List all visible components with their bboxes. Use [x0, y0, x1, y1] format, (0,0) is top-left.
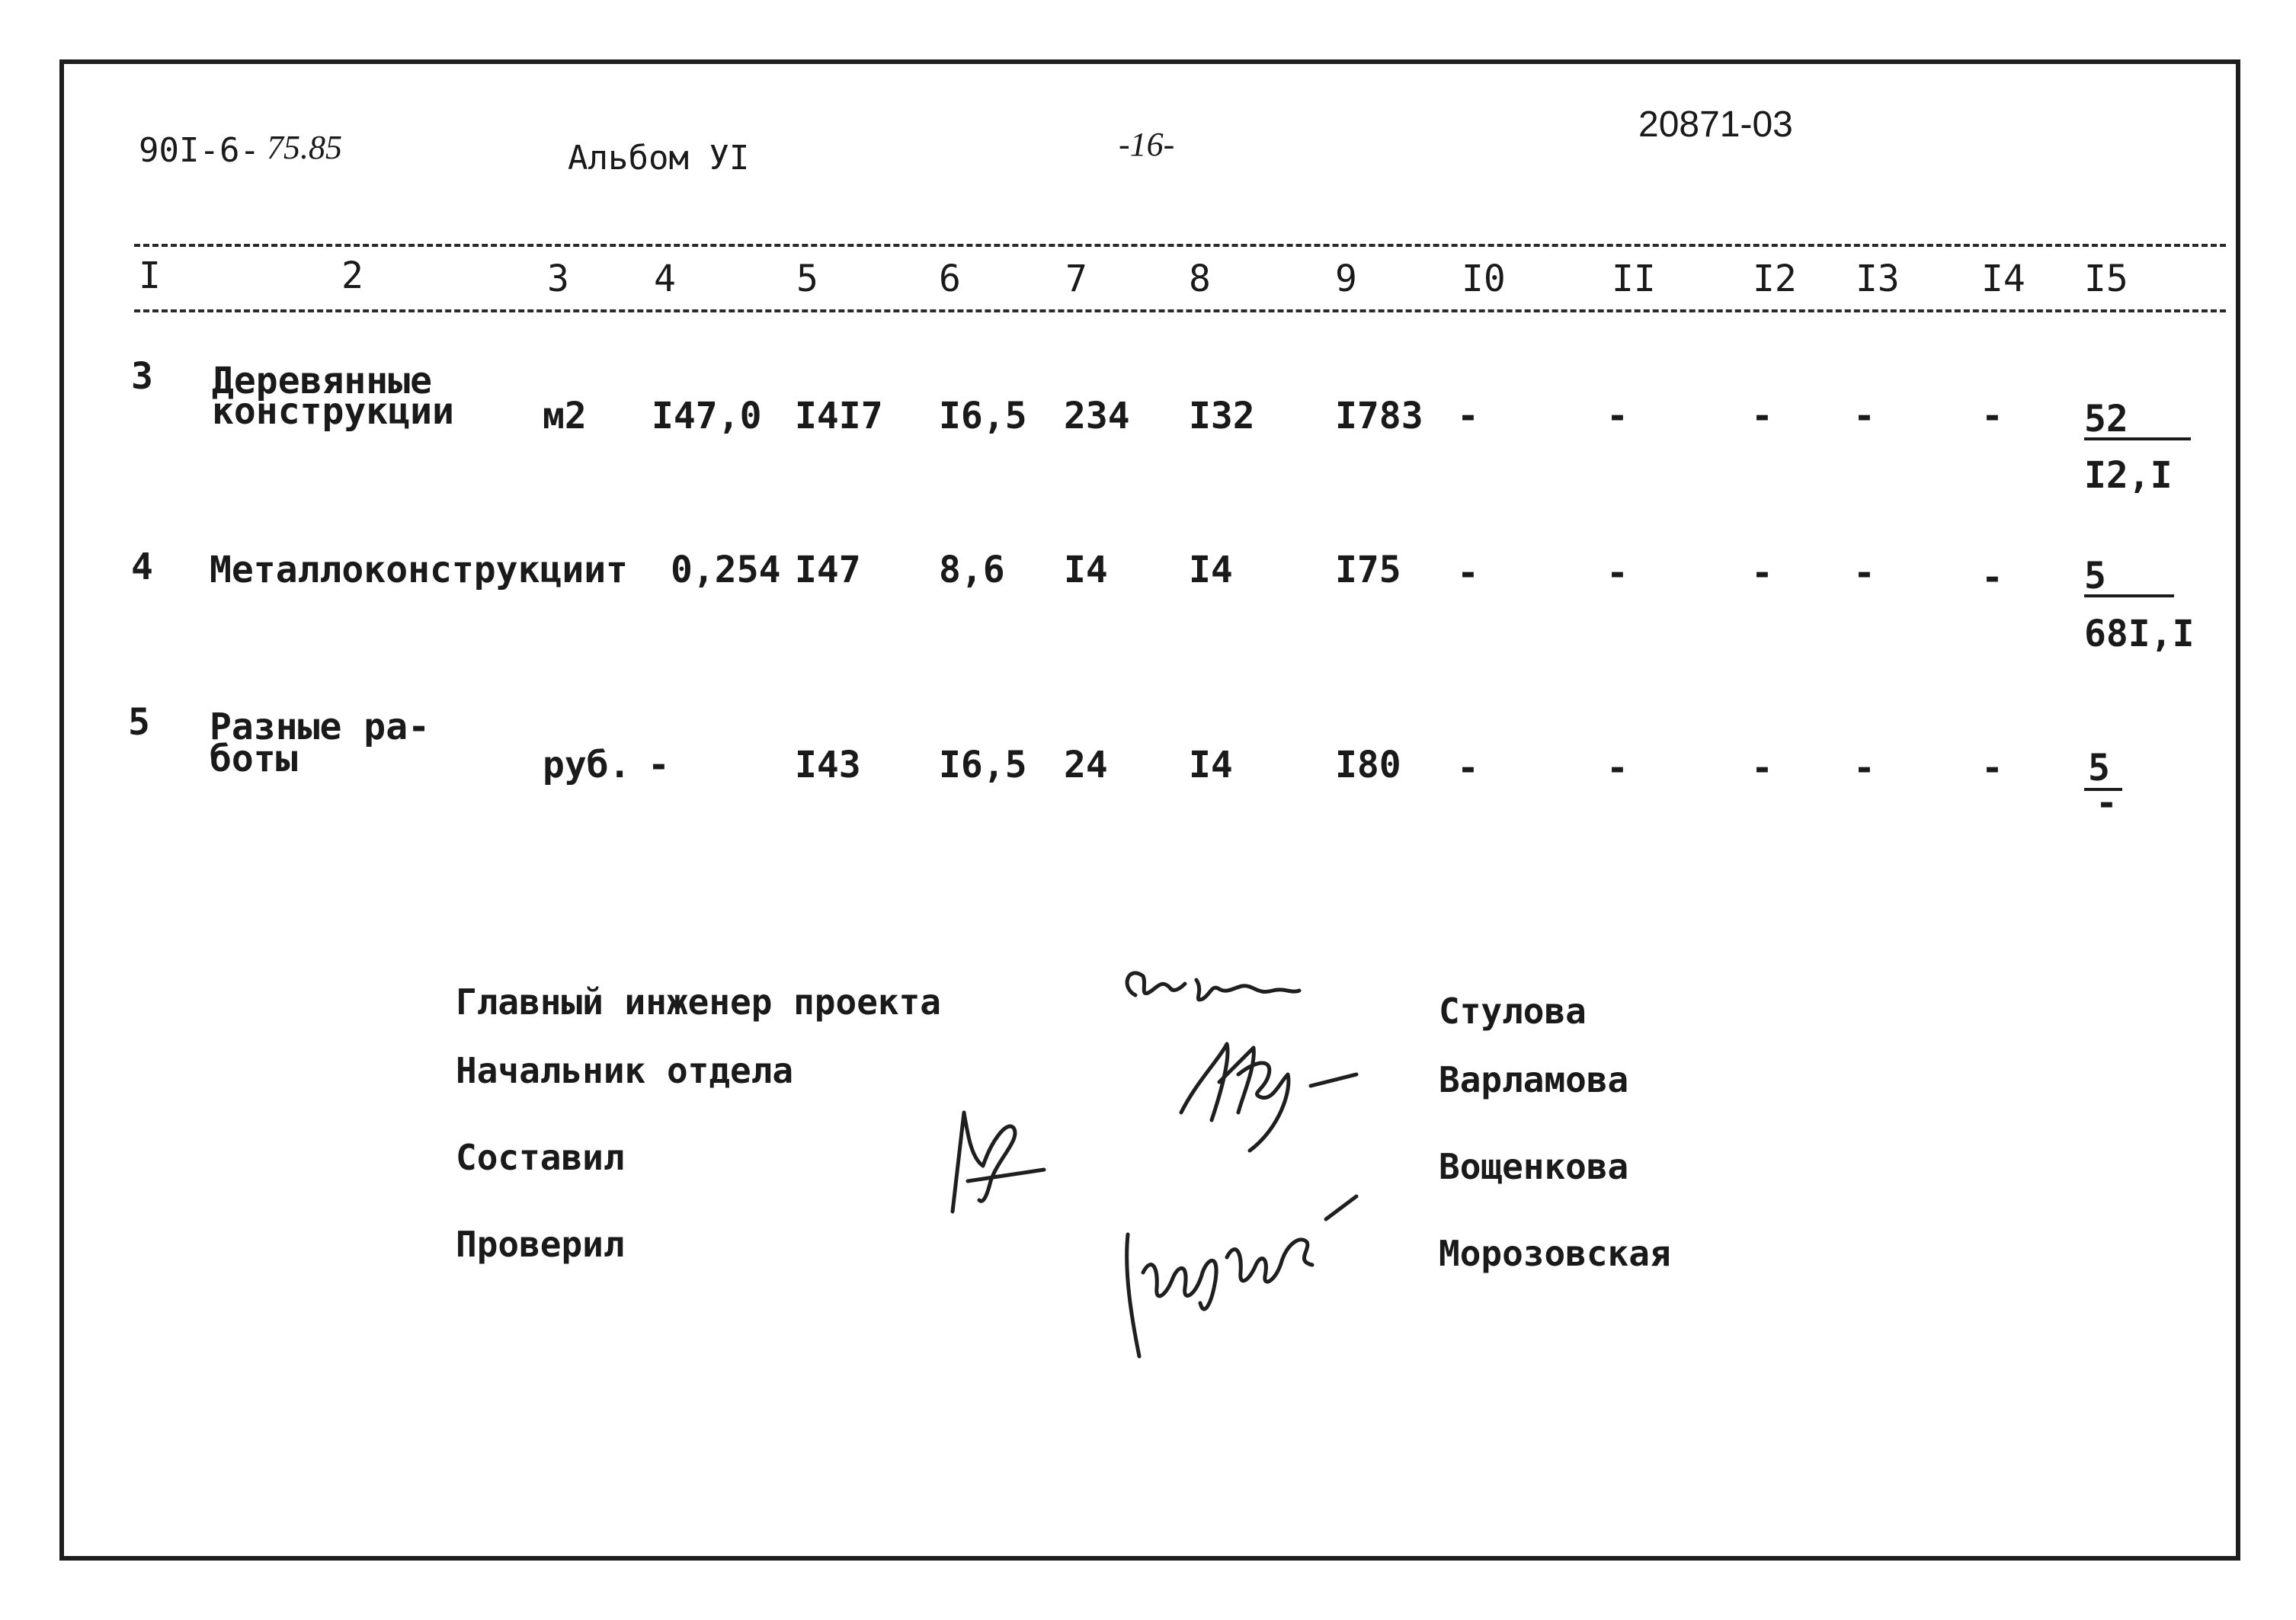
- cell-c14: -: [1981, 747, 2003, 789]
- cell-c13: -: [1853, 552, 1875, 594]
- unit: т: [606, 549, 628, 591]
- unit: руб.: [543, 744, 631, 786]
- column-header-5: 5: [796, 258, 818, 300]
- column-header-14: I4: [1981, 258, 2025, 300]
- fraction-line: [2084, 437, 2191, 440]
- cell-c10: -: [1457, 747, 1479, 789]
- page-number: -16-: [1119, 126, 1175, 163]
- handwritten-signature-2: [1166, 1029, 1372, 1166]
- column-header-15: I5: [2084, 258, 2128, 300]
- unit: м2: [543, 395, 587, 437]
- work-name-line2: боты: [210, 738, 298, 780]
- handwritten-signature-4: [1113, 1189, 1402, 1372]
- row-number: 4: [131, 546, 153, 588]
- cell-c6: 8,6: [939, 549, 1005, 591]
- cell-c15-numerator: 5: [2088, 747, 2110, 789]
- handwritten-signature-3: [937, 1097, 1059, 1219]
- cell-c6: I6,5: [939, 395, 1027, 437]
- cell-c15-denominator: I2,I: [2084, 454, 2173, 497]
- cell-c14: -: [1981, 395, 2003, 437]
- cell-c10: -: [1457, 395, 1479, 437]
- column-header-4: 4: [654, 258, 676, 300]
- document-code-prefix: 90I-6-: [139, 131, 260, 170]
- signature-role-department-head: Начальник отдела: [456, 1050, 794, 1091]
- cell-c7: I4: [1064, 549, 1108, 591]
- cell-c11: -: [1606, 395, 1628, 437]
- signature-role-checked-by: Проверил: [456, 1224, 625, 1265]
- signature-name-morozovskaya: Морозовская: [1439, 1233, 1671, 1274]
- cell-c4: 0,254: [671, 549, 781, 591]
- fraction-line: [2084, 594, 2174, 597]
- signature-name-voshchenkova: Вощенкова: [1439, 1146, 1629, 1187]
- row-number: 5: [128, 701, 150, 744]
- signature-role-compiled-by: Составил: [456, 1137, 625, 1178]
- cell-c4: I47,0: [652, 395, 762, 437]
- work-name-line1: Разные ра-: [210, 706, 430, 748]
- cell-c15-denominator: -: [2096, 782, 2118, 824]
- cell-c9: I783: [1335, 395, 1423, 437]
- album-label: Альбом УI: [568, 139, 750, 178]
- cell-c13: -: [1853, 395, 1875, 437]
- cell-c15-denominator: 68I,I: [2084, 613, 2195, 655]
- document-code-handwritten: 75.85: [267, 129, 342, 166]
- cell-c15-numerator: 52: [2084, 398, 2128, 440]
- cell-c4: -: [648, 744, 670, 786]
- cell-c12: -: [1751, 395, 1773, 437]
- work-name-line2: конструкции: [212, 390, 454, 433]
- cell-c5: I4I7: [795, 395, 883, 437]
- cell-c8: I4: [1189, 744, 1233, 786]
- signature-name-varlamova: Варламова: [1439, 1059, 1629, 1100]
- column-header-7: 7: [1065, 258, 1087, 300]
- document-number: 20871-03: [1638, 104, 1793, 145]
- column-header-10: I0: [1462, 258, 1506, 300]
- column-header-13: I3: [1856, 258, 1900, 300]
- cell-c8: I32: [1189, 395, 1255, 437]
- cell-c9: I75: [1335, 549, 1401, 591]
- cell-c11: -: [1606, 747, 1628, 789]
- signature-role-chief-engineer: Главный инженер проекта: [456, 981, 941, 1023]
- column-header-1: I: [139, 255, 161, 297]
- work-name-line1: Металлоконструкции: [210, 549, 607, 591]
- cell-c10: -: [1457, 552, 1479, 594]
- cell-c7: 234: [1064, 395, 1130, 437]
- signature-name-stulova: Стулова: [1439, 991, 1587, 1032]
- cell-c12: -: [1751, 552, 1773, 594]
- cell-c13: -: [1853, 747, 1875, 789]
- cell-c11: -: [1606, 552, 1628, 594]
- cell-c8: I4: [1189, 549, 1233, 591]
- cell-c12: -: [1751, 747, 1773, 789]
- cell-c5: I43: [795, 744, 861, 786]
- column-header-2: 2: [341, 255, 363, 297]
- header-rule-bottom: [134, 309, 2226, 312]
- work-name-line1: Деревянные: [212, 360, 432, 402]
- cell-c5: I47: [795, 549, 861, 591]
- cell-c14: -: [1981, 556, 2003, 599]
- column-header-6: 6: [939, 258, 961, 300]
- cell-c15-numerator: 5: [2084, 555, 2106, 597]
- cell-c9: I80: [1335, 744, 1401, 786]
- column-header-8: 8: [1189, 258, 1211, 300]
- column-header-12: I2: [1753, 258, 1797, 300]
- handwritten-signature-1: [1113, 957, 1326, 1026]
- column-header-9: 9: [1335, 258, 1357, 300]
- column-header-3: 3: [547, 258, 569, 300]
- cell-c6: I6,5: [939, 744, 1027, 786]
- column-header-11: II: [1612, 258, 1656, 300]
- row-number: 3: [131, 355, 153, 398]
- cell-c7: 24: [1064, 744, 1108, 786]
- header-rule-top: [134, 244, 2226, 247]
